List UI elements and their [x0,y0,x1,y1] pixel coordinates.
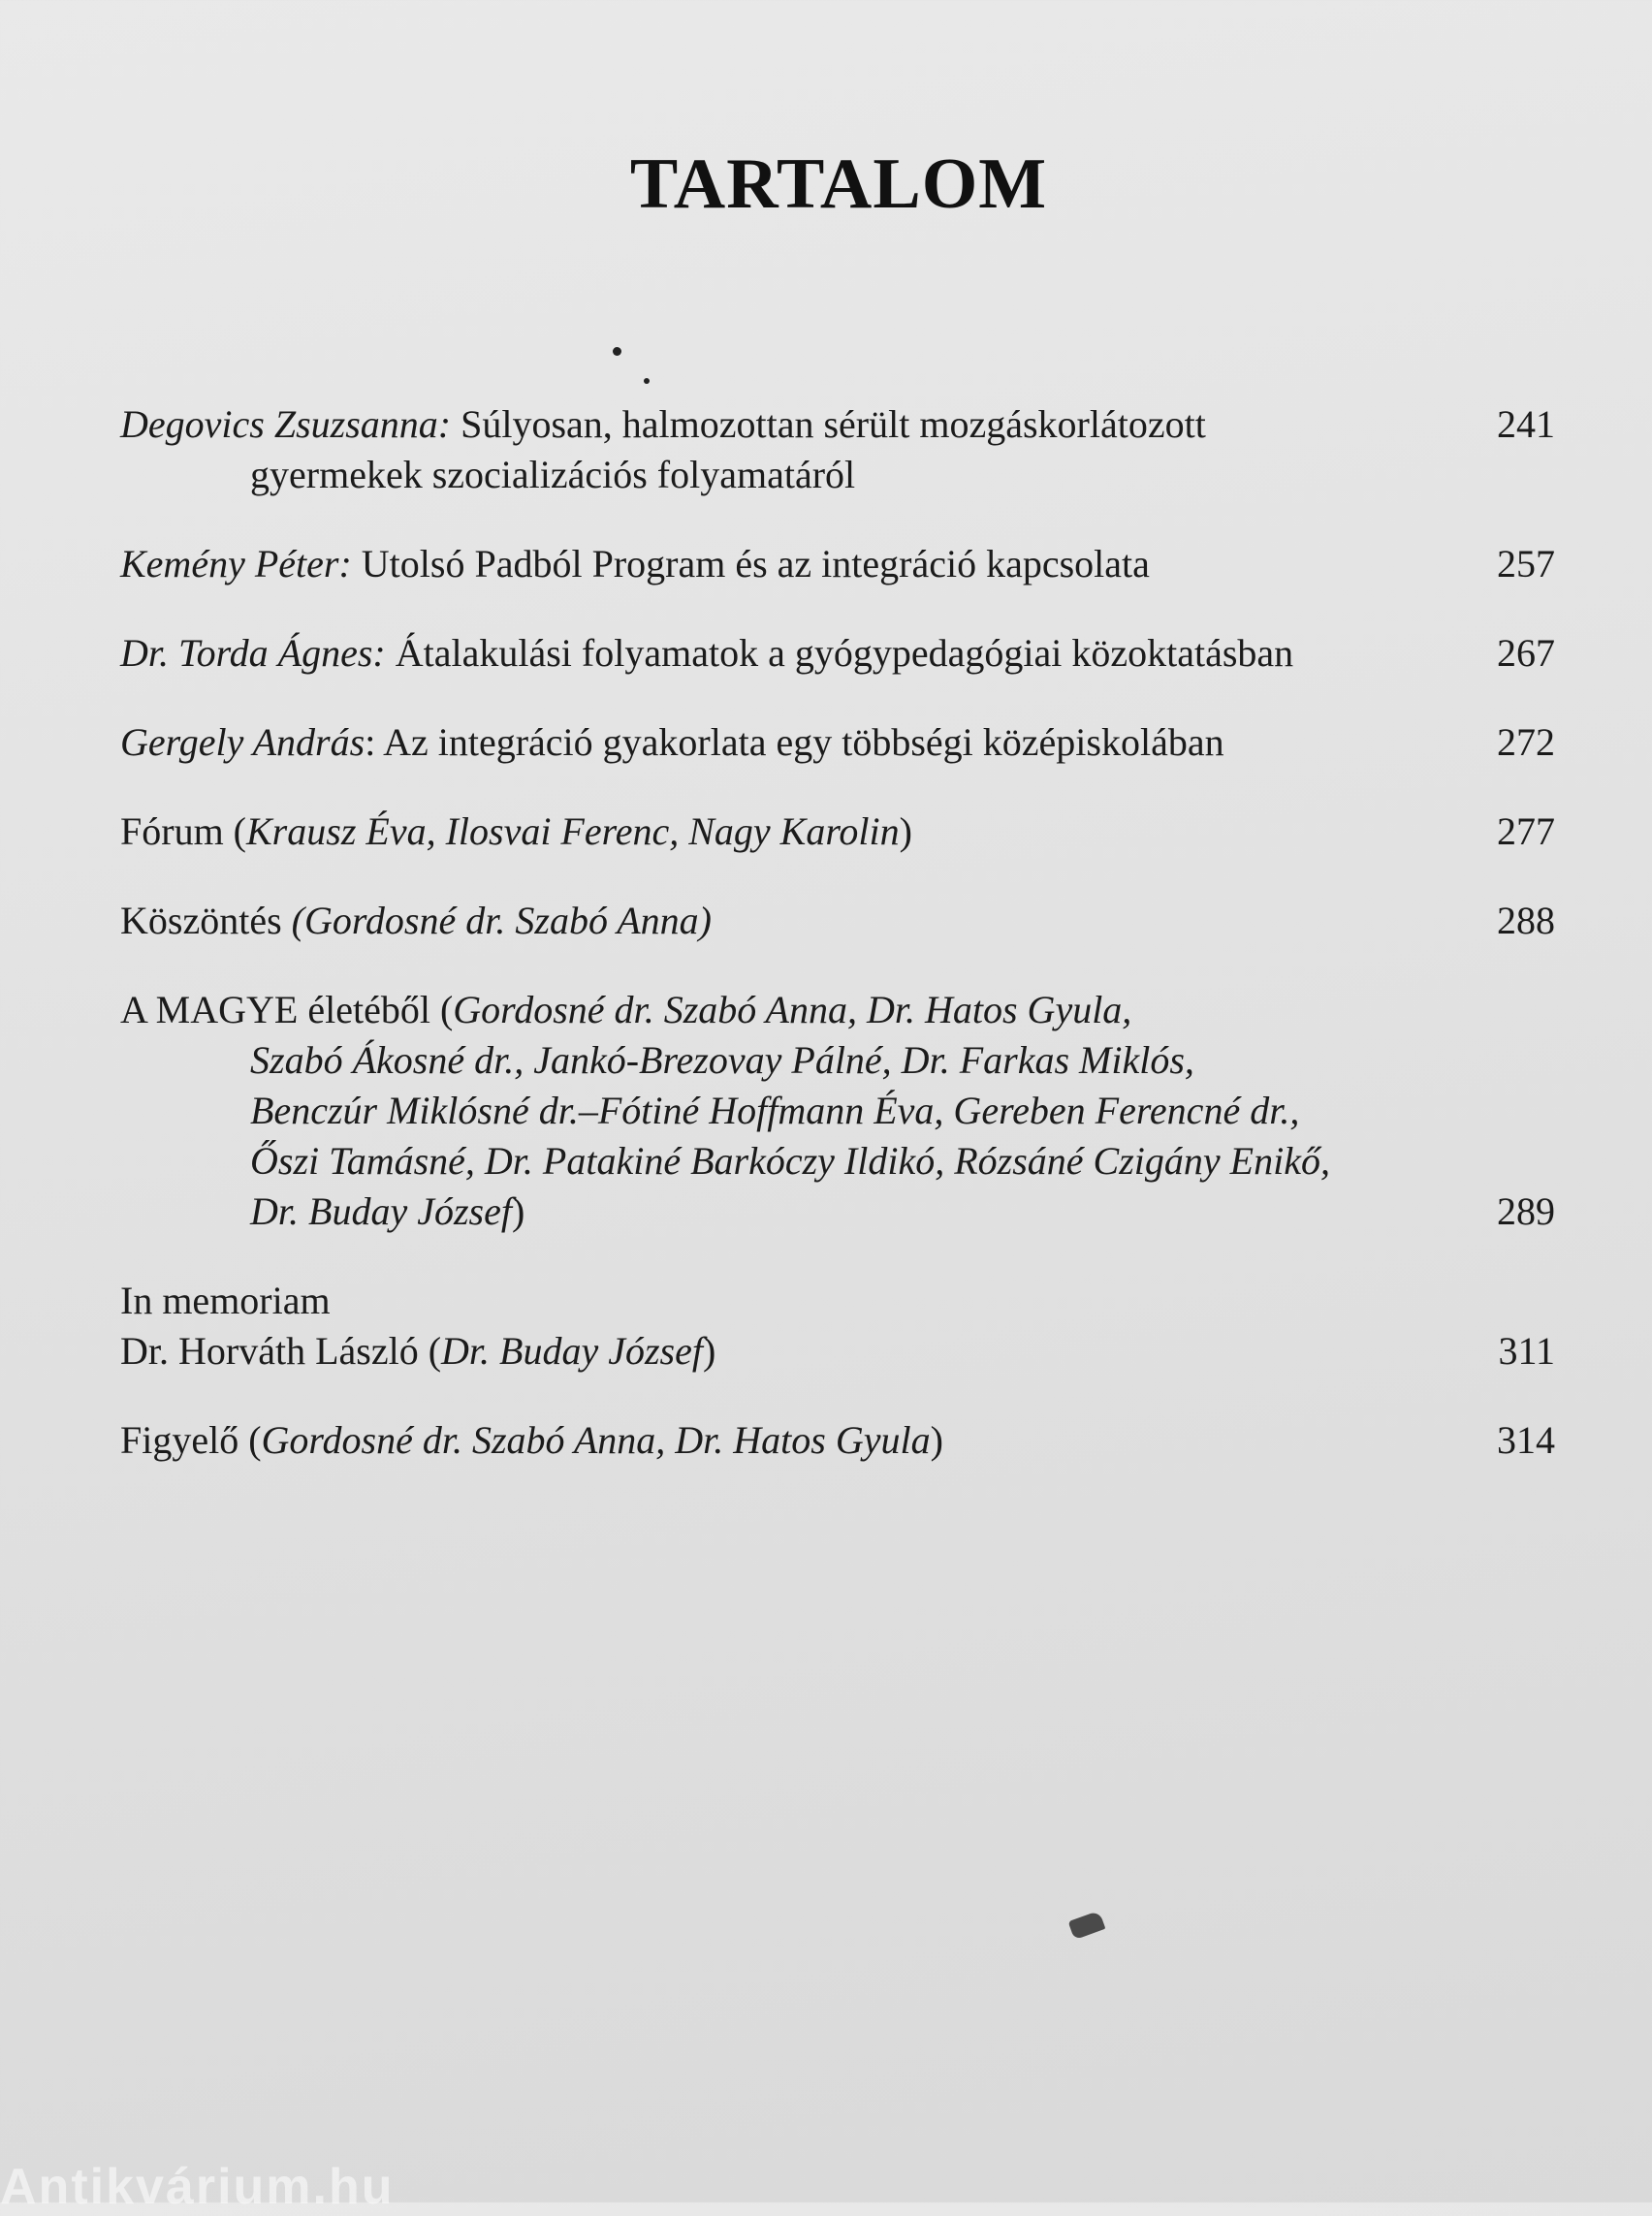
toc-author: Kemény Péter: [120,542,352,586]
toc-line [120,1086,1555,1136]
toc-entry [120,807,1555,857]
toc-text: Súlyosan, halmozottan sérült mozgáskorlátozott [451,402,1206,446]
toc-line [120,1035,1555,1086]
toc-text: A MAGYE életéből ( [120,988,454,1031]
toc-authors: Őszi Tamásné, Dr. Patakiné Barkóczy Ildikó, Rózsáné Czigány Enikő, [250,1139,1330,1183]
toc-text: Átalakulási folyamatok a gyógypedagógiai közoktatásban [385,631,1294,675]
toc-page-number: 267 [1497,631,1555,675]
print-speck [613,347,621,356]
toc-line [120,539,1555,589]
toc-line [120,1136,1555,1187]
watermark: Antikvárium.hu [0,2159,395,2215]
toc-authors: Gordosné dr. Szabó Anna, Dr. Hatos Gyula [261,1418,931,1462]
toc-authors: (Gordosné dr. Szabó Anna) [291,899,712,942]
toc-line [120,896,1555,946]
toc-close-paren: ) [899,809,912,853]
toc-entry [120,1415,1555,1466]
toc-page-number: 311 [1498,1329,1555,1373]
toc-page-number: 289 [1497,1189,1555,1233]
toc-entry [120,539,1555,589]
toc-page-number: 314 [1497,1418,1555,1462]
toc-text: Fórum ( [120,809,246,853]
toc-text: gyermekek szocializációs folyamatáról [250,453,856,496]
toc-entry [120,896,1555,946]
toc-authors: Dr. Buday József [250,1189,512,1233]
toc-text: Utolsó Padból Program és az integráció kapcsolata [351,542,1150,586]
toc-entry [120,985,1555,1237]
toc-close-paren: ) [930,1418,943,1462]
table-of-contents [120,399,1555,1504]
toc-authors: Szabó Ákosné dr., Jankó-Brezovay Pálné, Dr. Farkas Miklós, [250,1038,1194,1082]
toc-author: Dr. Torda Ágnes: [120,631,386,675]
toc-authors: Benczúr Miklósné dr.–Fótiné Hoffmann Éva, Gereben Ferencné dr., [250,1089,1300,1132]
toc-line [120,1415,1555,1466]
toc-entry [120,399,1555,500]
toc-text: Dr. Horváth László ( [120,1329,442,1373]
toc-entry [120,717,1555,768]
toc-close-paren: ) [511,1189,525,1233]
toc-close-paren: ) [702,1329,716,1373]
toc-page-number: 241 [1497,402,1555,446]
toc-page-number: 272 [1497,720,1555,764]
toc-line [120,807,1555,857]
toc-entry [120,628,1555,679]
toc-line [120,450,1555,500]
paper-blemish [1068,1911,1106,1940]
toc-line [120,628,1555,679]
toc-author: Gergely András [120,720,365,764]
toc-line [120,1187,1555,1237]
toc-line [120,985,1555,1035]
toc-authors: Krausz Éva, Ilosvai Ferenc, Nagy Karolin [246,809,900,853]
toc-line [120,717,1555,768]
toc-page-number: 288 [1497,899,1555,942]
toc-line [120,1276,1555,1326]
toc-text: : Az integráció gyakorlata egy többségi középiskolában [365,720,1224,764]
toc-authors: Gordosné dr. Szabó Anna, Dr. Hatos Gyula, [453,988,1132,1031]
print-speck [644,378,650,384]
toc-line [120,1326,1555,1377]
toc-entry [120,1276,1555,1377]
toc-authors: Dr. Buday József [441,1329,703,1373]
toc-text: Köszöntés [120,899,292,942]
toc-page-number: 277 [1497,809,1555,853]
page-title: TARTALOM [629,144,1048,224]
toc-page-number: 257 [1497,542,1555,586]
toc-line [120,399,1555,450]
toc-text: Figyelő ( [120,1418,262,1462]
toc-section-heading: In memoriam [120,1279,331,1322]
toc-author: Degovics Zsuzsanna: [120,402,452,446]
